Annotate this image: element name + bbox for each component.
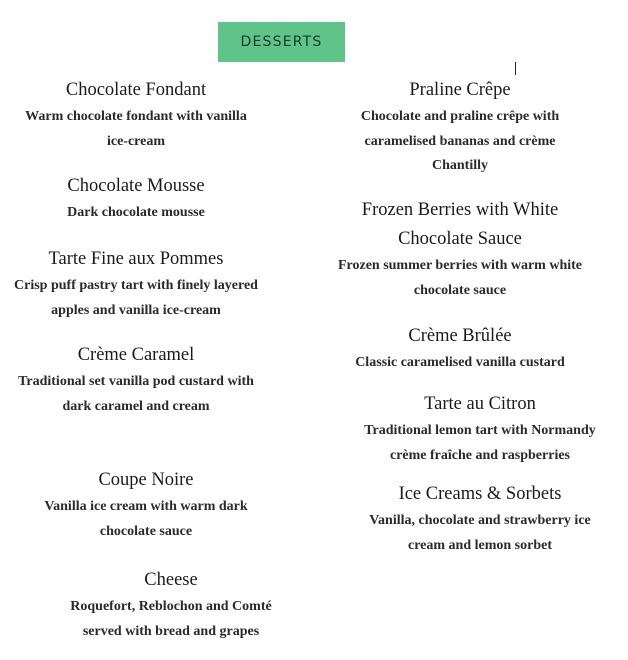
item-description-line: Dark chocolate mousse xyxy=(67,205,205,220)
desserts-heading: DESSERTS xyxy=(218,22,345,62)
item-name: Crème Caramel xyxy=(77,345,195,365)
item-description-line: Vanilla, chocolate and strawberry ice xyxy=(369,513,591,528)
item-description-line: chocolate sauce xyxy=(413,282,507,298)
item-description-line: crème fraîche and raspberries xyxy=(390,447,570,463)
item-description-line: dark caramel and cream xyxy=(62,398,210,414)
item-name: Chocolate Fondant xyxy=(65,80,207,100)
item-description-line: Warm chocolate fondant with vanilla xyxy=(25,109,247,124)
menu-item-ice-creams-sorbets xyxy=(330,480,628,558)
menu-item-frozen-berries xyxy=(310,196,610,303)
item-description-line: Chocolate and praline crêpe with xyxy=(360,109,560,124)
menu-item-tarte-au-citron xyxy=(330,390,628,468)
item-description-line: cream and lemon sorbet xyxy=(408,537,552,553)
menu-item-praline-crepe xyxy=(310,76,610,179)
item-description-line: Classic caramelised vanilla custard xyxy=(355,355,565,370)
item-description-line: apples and vanilla ice-cream xyxy=(51,302,221,318)
item-name: Tarte au Citron xyxy=(424,394,536,414)
item-name: Crème Brûlée xyxy=(408,326,512,346)
item-description-line: Vanilla ice cream with warm dark xyxy=(44,499,248,514)
menu-item-creme-caramel xyxy=(0,341,272,419)
item-description-line: caramelised bananas and crème xyxy=(364,133,556,149)
item-name: Chocolate Mousse xyxy=(67,176,205,196)
item-name: Cheese xyxy=(144,570,198,590)
menu-item-cheese xyxy=(30,566,312,644)
item-name: Coupe Noire xyxy=(98,470,194,490)
menu-item-chocolate-mousse xyxy=(0,172,272,226)
item-name: Frozen Berries with White xyxy=(361,200,559,220)
item-name: Praline Crêpe xyxy=(409,80,511,100)
menu-item-chocolate-fondant xyxy=(0,76,272,154)
text-cursor xyxy=(515,62,516,75)
menu-item-creme-brulee xyxy=(310,322,610,376)
item-description-line: Chantilly xyxy=(431,158,488,173)
menu-item-tarte-fine-aux-pommes xyxy=(0,245,272,323)
item-name: Chocolate Sauce xyxy=(398,229,522,249)
item-name: Ice Creams & Sorbets xyxy=(398,484,562,504)
item-description-line: ice-cream xyxy=(106,133,166,149)
item-description-line: Traditional set vanilla pod custard with xyxy=(18,374,254,389)
item-description-line: Traditional lemon tart with Normandy xyxy=(364,423,596,438)
item-description-line: chocolate sauce xyxy=(99,523,193,539)
item-description-line: Roquefort, Reblochon and Comté xyxy=(70,599,272,614)
menu-item-coupe-noire xyxy=(0,466,292,544)
item-description-line: Crisp puff pastry tart with finely layered xyxy=(14,278,258,293)
item-name: Tarte Fine aux Pommes xyxy=(48,249,224,269)
item-description-line: Frozen summer berries with warm white xyxy=(337,258,583,273)
item-description-line: served with bread and grapes xyxy=(82,623,260,639)
